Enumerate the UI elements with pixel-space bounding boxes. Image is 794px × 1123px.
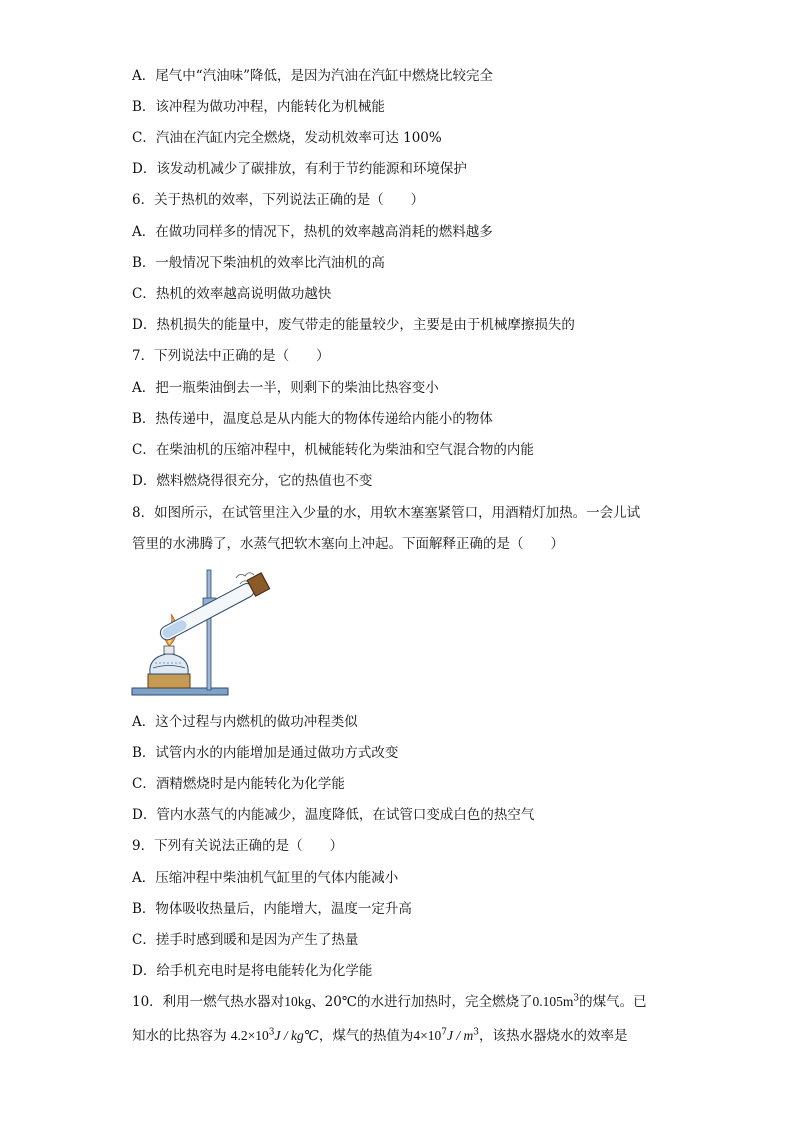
q10-text-a: 10．利用一燃气热水器对	[132, 994, 285, 1010]
q9-stem: 9．下列有关说法正确的是（ ）	[132, 838, 344, 854]
q10-line1	[132, 992, 647, 1012]
q6-option-b: B．一般情况下柴油机的效率比汽油机的高	[132, 255, 385, 271]
q10-heat-value-exp: 7	[441, 1027, 447, 1038]
q10-heat-value-unit-exp: 3	[473, 1027, 479, 1038]
q10-text-c: 的煤气。已	[579, 994, 647, 1010]
q10-specific-heat: 4.2×10	[230, 1028, 269, 1043]
q10-text-d: 知水的比热容为	[132, 1028, 227, 1044]
q6-option-c: C．热机的效率越高说明做功越快	[132, 286, 332, 302]
steam	[236, 573, 254, 578]
q7-option-d: D．燃料燃烧得很充分，它的热值也不变	[132, 473, 373, 489]
q6-option-a: A．在做功同样多的情况下，热机的效率越高消耗的燃料越多	[132, 224, 493, 240]
q10-volume-exp: 3	[573, 993, 580, 1004]
lamp-block	[148, 674, 190, 688]
alcohol-lamp	[150, 654, 188, 674]
q5-option-b: B．该冲程为做功冲程，内能转化为机械能	[132, 99, 385, 115]
q5-option-d: D．该发动机减少了碳排放，有利于节约能源和环境保护	[132, 161, 467, 177]
q6-option-d: D．热机损失的能量中，废气带走的能量较少，主要是由于机械摩擦损失的	[132, 317, 575, 333]
q5-option-a: A．尾气中“汽油味”降低，是因为汽油在汽缸中燃烧比较完全	[132, 68, 494, 84]
q7-option-c: C．在柴油机的压缩冲程中，机械能转化为柴油和空气混合物的内能	[132, 442, 534, 458]
q10-line2	[132, 1026, 627, 1046]
q10-heat-value: 4×10	[413, 1028, 442, 1043]
stand-rod	[207, 570, 211, 690]
q8-stem-line2: 管里的水沸腾了，水蒸气把软木塞向上冲起。下面解释正确的是（ ）	[132, 536, 564, 552]
q9-option-b: B．物体吸收热量后，内能增大，温度一定升高	[132, 901, 412, 917]
q8-option-b: B．试管内水的内能增加是通过做功方式改变	[132, 745, 399, 761]
q8-option-d: D．管内水蒸气的内能减少，温度降低，在试管口变成白色的热空气	[132, 807, 535, 823]
test-tube-heating-diagram	[126, 562, 276, 702]
q10-specific-heat-unit: J / kg℃	[274, 1028, 319, 1043]
q10-text-b: 、20℃的水进行加热时，完全燃烧了	[311, 994, 533, 1010]
q7-stem: 7．下列说法中正确的是（ ）	[132, 348, 330, 364]
q10-volume: 0.105m	[532, 994, 574, 1009]
q7-option-a: A．把一瓶柴油倒去一半，则剩下的柴油比热容变小	[132, 380, 439, 396]
q8-option-a: A．这个过程与内燃机的做功冲程类似	[132, 714, 358, 730]
q9-option-c: C．搓手时感到暖和是因为产生了热量	[132, 932, 359, 948]
q9-option-a: A．压缩冲程中柴油机气缸里的气体内能减小	[132, 870, 399, 886]
q8-stem-line1: 8．如图所示，在试管里注入少量的水，用软木塞塞紧管口，用酒精灯加热。一会儿试	[132, 505, 641, 521]
q7-option-b: B．热传递中，温度总是从内能大的物体传递给内能小的物体	[132, 411, 493, 427]
q5-option-c: C．汽油在汽缸内完全燃烧，发动机效率可达 100%	[132, 130, 442, 146]
q10-heat-value-unit: J / m	[446, 1028, 474, 1043]
q10-text-e: ，煤气的热值为	[318, 1028, 414, 1044]
q10-specific-heat-exp: 3	[268, 1027, 275, 1038]
q10-text-f: ，该热水器烧水的效率是	[478, 1028, 628, 1044]
q6-stem: 6．关于热机的效率，下列说法正确的是（ ）	[132, 192, 425, 208]
q8-option-c: C．酒精燃烧时是内能转化为化学能	[132, 776, 345, 792]
stand-base	[132, 688, 228, 695]
q10-mass: 10kg	[284, 994, 312, 1009]
q9-option-d: D．给手机充电时是将电能转化为化学能	[132, 963, 373, 979]
